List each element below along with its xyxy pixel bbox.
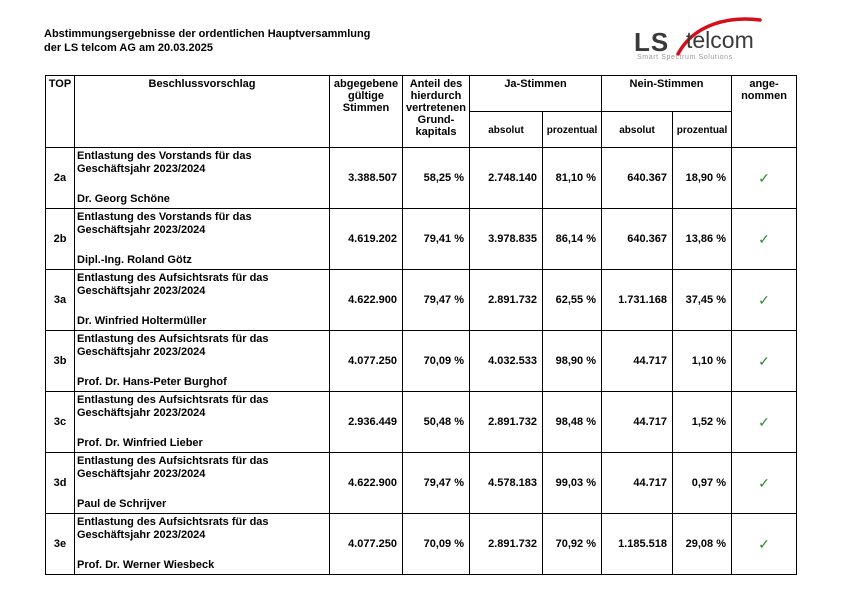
cell-valid-votes: 2.936.449 [330, 392, 403, 453]
proposal-text: Entlastung des Aufsichtsrats für das Geschäftsjahr 2023/2024 [77, 455, 269, 480]
cell-valid-votes: 4.622.900 [330, 270, 403, 331]
table-body [46, 148, 797, 575]
proposal-person: Dr. Georg Schöne [77, 193, 170, 205]
header-no-absolute: absolut [602, 112, 673, 148]
cell-yes-percent: 98,48 % [543, 392, 602, 453]
cell-valid-votes: 4.619.202 [330, 209, 403, 270]
cell-share-capital: 70,09 % [403, 514, 470, 575]
table-row [46, 148, 797, 209]
accepted-check-icon: ✓ [732, 514, 797, 575]
cell-top: 3d [46, 453, 75, 514]
cell-no-percent: 37,45 % [673, 270, 732, 331]
cell-share-capital: 79,47 % [403, 270, 470, 331]
cell-share-capital: 58,25 % [403, 148, 470, 209]
company-logo [634, 14, 764, 66]
header-yes-absolute: absolut [470, 112, 543, 148]
table-row [46, 514, 797, 575]
proposal-text: Entlastung des Aufsichtsrats für das Geschäftsjahr 2023/2024 [77, 394, 269, 419]
cell-top: 3c [46, 392, 75, 453]
logo-tagline: Smart Spectrum Solutions [637, 54, 733, 61]
proposal-text: Entlastung des Aufsichtsrats für das Geschäftsjahr 2023/2024 [77, 333, 269, 358]
table-row [46, 331, 797, 392]
cell-proposal [75, 392, 330, 453]
document-title [44, 27, 370, 55]
accepted-check-icon: ✓ [732, 392, 797, 453]
cell-valid-votes: 3.388.507 [330, 148, 403, 209]
cell-top: 2b [46, 209, 75, 270]
header-no-percent: prozentual [673, 112, 732, 148]
proposal-person: Paul de Schrijver [77, 498, 167, 510]
header-yes-percent: prozentual [543, 112, 602, 148]
cell-share-capital: 79,41 % [403, 209, 470, 270]
cell-yes-percent: 70,92 % [543, 514, 602, 575]
cell-no-absolute: 1.731.168 [602, 270, 673, 331]
cell-top: 3e [46, 514, 75, 575]
title-line-2: der LS telcom AG am 20.03.2025 [44, 42, 213, 54]
cell-yes-percent: 98,90 % [543, 331, 602, 392]
cell-yes-absolute: 4.032.533 [470, 331, 543, 392]
cell-no-percent: 1,10 % [673, 331, 732, 392]
cell-no-percent: 13,86 % [673, 209, 732, 270]
accepted-check-icon: ✓ [732, 148, 797, 209]
cell-valid-votes: 4.622.900 [330, 453, 403, 514]
logo-ls: LS [634, 27, 670, 57]
cell-yes-percent: 86,14 % [543, 209, 602, 270]
cell-no-percent: 0,97 % [673, 453, 732, 514]
cell-yes-absolute: 2.891.732 [470, 514, 543, 575]
proposal-text: Entlastung des Vorstands für das Geschäftsjahr 2023/2024 [77, 211, 252, 236]
header-share-capital: Anteil des hierdurch vertretenen Grund-kapitals [403, 76, 470, 148]
header-no-votes: Nein-Stimmen [602, 76, 732, 112]
cell-no-percent: 29,08 % [673, 514, 732, 575]
cell-proposal [75, 209, 330, 270]
cell-yes-percent: 62,55 % [543, 270, 602, 331]
cell-no-percent: 18,90 % [673, 148, 732, 209]
cell-no-percent: 1,52 % [673, 392, 732, 453]
cell-proposal [75, 514, 330, 575]
header-accepted: ange-nommen [732, 76, 797, 148]
logo-telcom: telcom [686, 27, 754, 53]
cell-top: 2a [46, 148, 75, 209]
cell-yes-absolute: 4.578.183 [470, 453, 543, 514]
cell-yes-percent: 99,03 % [543, 453, 602, 514]
cell-share-capital: 70,09 % [403, 331, 470, 392]
accepted-check-icon: ✓ [732, 331, 797, 392]
header-top: TOP [46, 76, 75, 148]
proposal-person: Dr. Winfried Holtermüller [77, 315, 207, 327]
table-row [46, 453, 797, 514]
header-proposal: Beschlussvorschlag [75, 76, 330, 148]
title-line-1: Abstimmungsergebnisse der ordentlichen Hauptversammlung [44, 28, 371, 40]
cell-proposal [75, 453, 330, 514]
table-row [46, 270, 797, 331]
proposal-person: Dipl.-Ing. Roland Götz [77, 254, 192, 266]
proposal-person: Prof. Dr. Winfried Lieber [77, 437, 203, 449]
proposal-text: Entlastung des Vorstands für das Geschäftsjahr 2023/2024 [77, 150, 252, 175]
cell-top: 3a [46, 270, 75, 331]
cell-share-capital: 79,47 % [403, 453, 470, 514]
header-yes-votes: Ja-Stimmen [470, 76, 602, 112]
cell-no-absolute: 640.367 [602, 209, 673, 270]
cell-yes-absolute: 2.748.140 [470, 148, 543, 209]
cell-yes-absolute: 2.891.732 [470, 392, 543, 453]
cell-valid-votes: 4.077.250 [330, 331, 403, 392]
cell-proposal [75, 148, 330, 209]
cell-yes-percent: 81,10 % [543, 148, 602, 209]
cell-proposal [75, 331, 330, 392]
proposal-person: Prof. Dr. Hans-Peter Burghof [77, 376, 227, 388]
header-valid-votes: abgegebene gültige Stimmen [330, 76, 403, 148]
proposal-text: Entlastung des Aufsichtsrats für das Geschäftsjahr 2023/2024 [77, 516, 269, 541]
accepted-check-icon: ✓ [732, 270, 797, 331]
table-row [46, 392, 797, 453]
cell-no-absolute: 44.717 [602, 453, 673, 514]
accepted-check-icon: ✓ [732, 453, 797, 514]
header-row [46, 76, 797, 112]
accepted-check-icon: ✓ [732, 209, 797, 270]
cell-yes-absolute: 3.978.835 [470, 209, 543, 270]
cell-yes-absolute: 2.891.732 [470, 270, 543, 331]
cell-no-absolute: 44.717 [602, 392, 673, 453]
voting-results-table [45, 75, 797, 575]
cell-share-capital: 50,48 % [403, 392, 470, 453]
cell-no-absolute: 640.367 [602, 148, 673, 209]
proposal-text: Entlastung des Aufsichtsrats für das Geschäftsjahr 2023/2024 [77, 272, 269, 297]
proposal-person: Prof. Dr. Werner Wiesbeck [77, 559, 215, 571]
cell-no-absolute: 44.717 [602, 331, 673, 392]
cell-top: 3b [46, 331, 75, 392]
cell-proposal [75, 270, 330, 331]
cell-no-absolute: 1.185.518 [602, 514, 673, 575]
table-row [46, 209, 797, 270]
cell-valid-votes: 4.077.250 [330, 514, 403, 575]
